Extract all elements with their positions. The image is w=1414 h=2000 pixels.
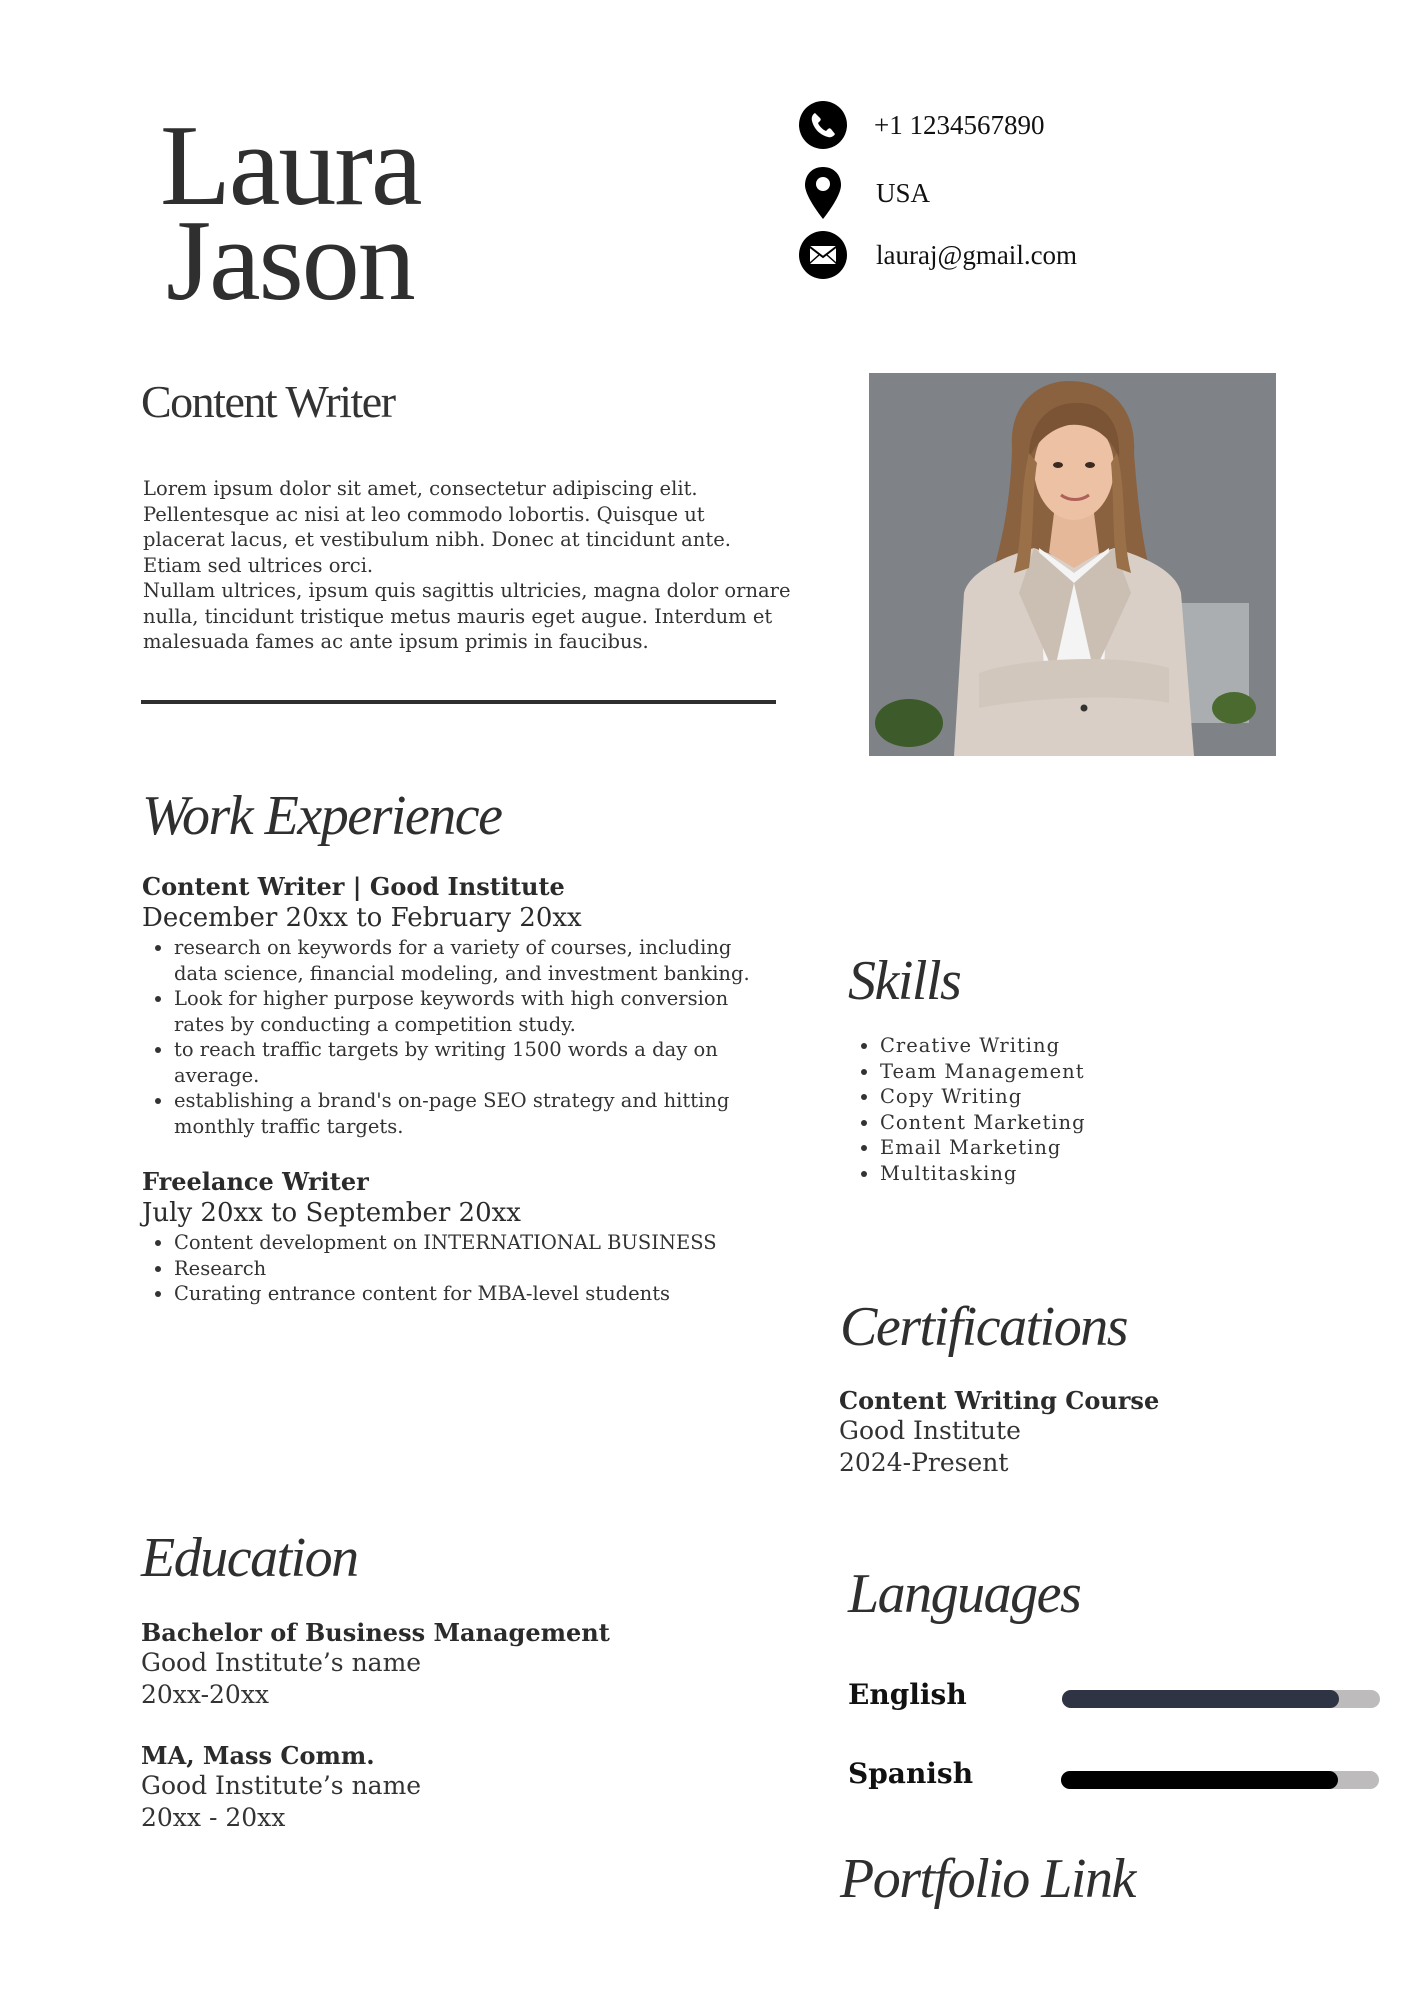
job-entry [142, 872, 802, 1139]
summary-line: Nullam ultrices, ipsum quis sagittis ultricies, magna dolor ornare [143, 579, 791, 602]
education-period: 20xx - 20xx [141, 1803, 286, 1832]
summary-divider [141, 700, 776, 704]
summary-line: Lorem ipsum dolor sit amet, consectetur adipiscing elit. [143, 477, 698, 500]
certification-entry [839, 1386, 1159, 1479]
skills-list [848, 1033, 1288, 1186]
job-title-company: Content Writer | Good Institute [142, 872, 565, 901]
email-text[interactable]: lauraj@gmail.com [876, 239, 1078, 270]
contact-location-row [798, 168, 1077, 218]
portfolio-link-heading[interactable]: Portfolio Link [840, 1848, 1135, 1910]
phone-icon [798, 100, 848, 150]
location-text: USA [876, 177, 931, 208]
list-item: • Look for higher purpose keywords with high conversion rates by conducting a competition study. [174, 986, 802, 1037]
education-entry [141, 1741, 421, 1834]
education-institute: Good Institute’s name [141, 1771, 422, 1800]
contact-email-row [798, 230, 1077, 280]
language-spanish-bar [1061, 1771, 1379, 1789]
list-item: • to reach traffic targets by writing 1500 words a day on average. [174, 1037, 802, 1088]
job-dates: July 20xx to September 20xx [142, 1198, 521, 1228]
phone-number: +1 1234567890 [874, 109, 1045, 140]
summary-line: placerat lacus, et vestibulum nibh. Donec at tincidunt ante. [143, 528, 731, 551]
list-item: • Content development on INTERNATIONAL BUSINESS [174, 1230, 802, 1256]
summary [143, 476, 793, 655]
list-item: • Content Marketing [880, 1110, 1288, 1136]
profile-photo [869, 373, 1276, 756]
list-item: • Multitasking [880, 1161, 1288, 1187]
list-item: • Creative Writing [880, 1033, 1288, 1059]
certification-course: Content Writing Course [839, 1386, 1160, 1415]
language-english-bar [1062, 1690, 1380, 1708]
job-title: Content Writer [141, 376, 395, 427]
contact-block [798, 100, 1077, 280]
job-bullets [142, 935, 802, 1139]
education-period: 20xx-20xx [141, 1680, 270, 1709]
list-item: • establishing a brand's on-page SEO strategy and hitting monthly traffic targets. [174, 1088, 802, 1139]
list-item: • Research [174, 1256, 802, 1282]
work-experience-heading: Work Experience [142, 785, 502, 847]
education-heading: Education [141, 1527, 358, 1589]
education-degree: MA, Mass Comm. [141, 1741, 375, 1770]
summary-line: Etiam sed ultrices orci. [143, 553, 374, 577]
certifications-heading: Certifications [840, 1296, 1127, 1358]
list-item: • Curating entrance content for MBA-level students [174, 1281, 802, 1307]
job-entry [142, 1167, 802, 1307]
first-name: Laura [160, 102, 421, 230]
summary-line: nulla, tincidunt tristique metus mauris eget augue. Interdum et [143, 604, 773, 628]
job-bullets [142, 1230, 802, 1307]
list-item: • Copy Writing [880, 1084, 1288, 1110]
languages-heading: Languages [848, 1563, 1081, 1625]
job-dates: December 20xx to February 20xx [142, 903, 582, 933]
list-item: • Team Management [880, 1059, 1288, 1085]
language-spanish-label: Spanish [848, 1757, 974, 1790]
language-spanish-fill [1061, 1771, 1338, 1789]
skills-heading: Skills [848, 950, 961, 1012]
education-entry [141, 1618, 610, 1711]
language-english-fill [1062, 1690, 1339, 1708]
mail-icon [798, 230, 848, 280]
contact-phone-row [798, 100, 1077, 150]
education-institute: Good Institute’s name [141, 1648, 422, 1677]
location-pin-icon [798, 168, 848, 218]
job-title-company: Freelance Writer [142, 1167, 369, 1196]
education-degree: Bachelor of Business Management [141, 1618, 610, 1647]
list-item: • research on keywords for a variety of courses, including data science, financial modeling, and investment banking. [174, 935, 802, 986]
list-item: • Email Marketing [880, 1135, 1288, 1161]
summary-line: Pellentesque ac nisi at leo commodo lobortis. Quisque ut [143, 502, 705, 526]
last-name: Jason [166, 197, 414, 325]
language-english-label: English [848, 1678, 967, 1711]
certification-institute: Good Institute [839, 1416, 1021, 1445]
summary-line: malesuada fames ac ante ipsum primis in faucibus. [143, 630, 649, 653]
certification-period: 2024-Present [839, 1448, 1009, 1477]
